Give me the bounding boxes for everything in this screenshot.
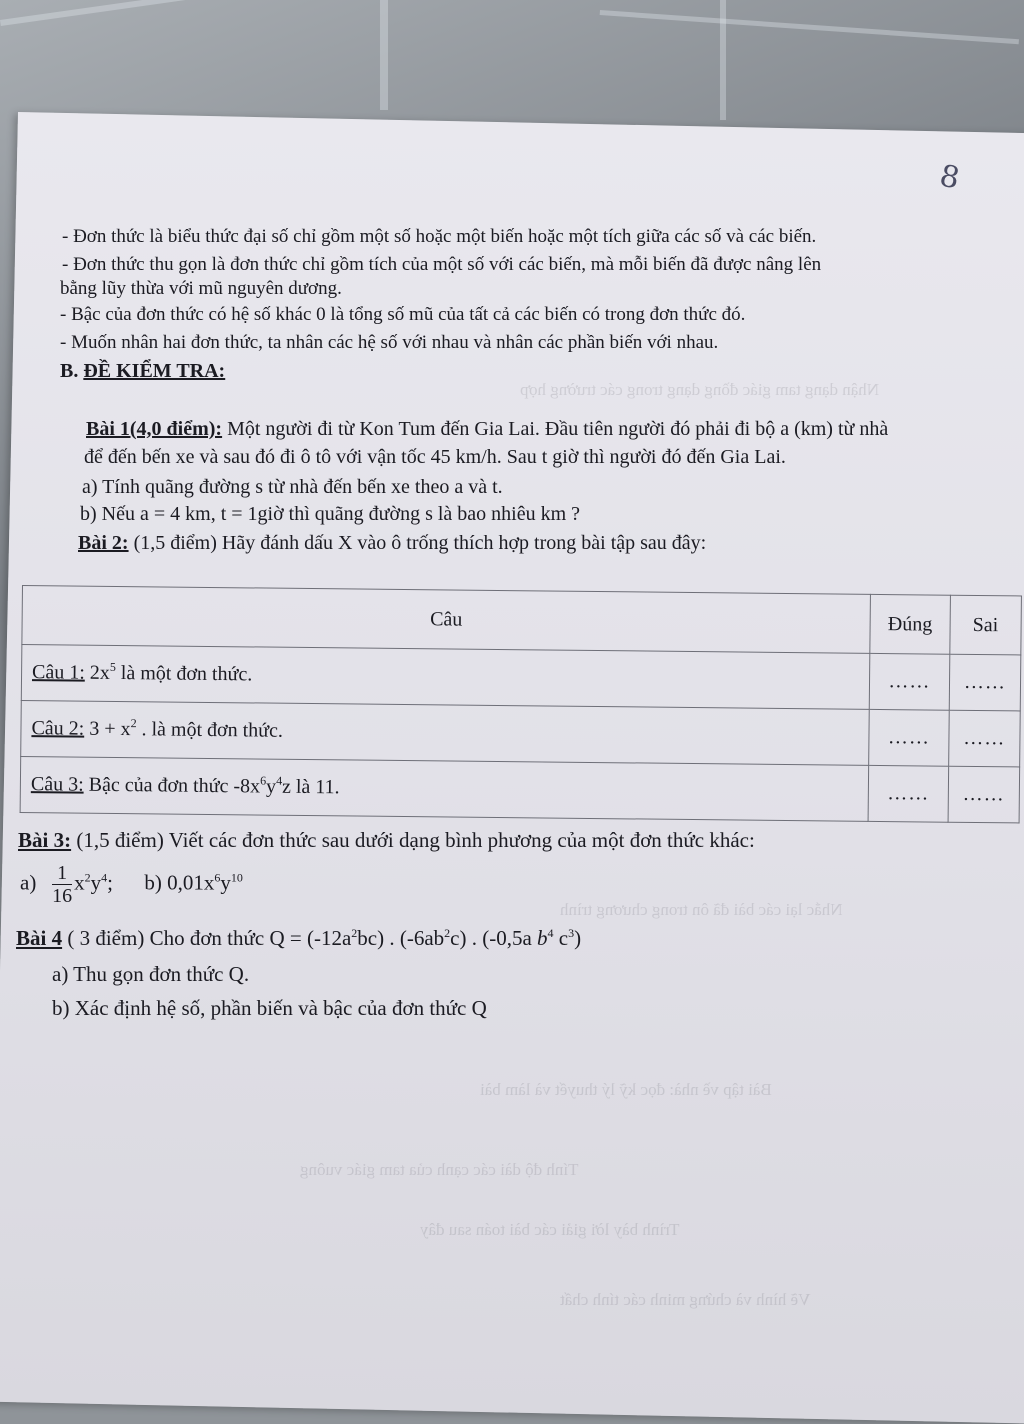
theory-line: - Đơn thức thu gọn là đơn thức chỉ gồm tích của một số với các biến, mà mỗi biến đã được nâng lên [62, 254, 822, 275]
question-cell [21, 645, 870, 710]
fraction-denominator: 16 [52, 885, 73, 907]
show-through-text: Nhắc lại các bài đã ôn trong chương trình [560, 900, 843, 919]
answer-dung-blank[interactable]: …… [869, 653, 949, 710]
header-sai: Sai [950, 595, 1022, 655]
question-exponent: 6 [260, 773, 267, 788]
exponent: 6 [214, 870, 221, 885]
bai3-a-label: a) [20, 870, 37, 895]
bai3-text: (1,5 điểm) Viết các đơn thức sau dưới dạng bình phương của một đơn thức khác: [71, 828, 755, 852]
bai4-part-b: b) Xác định hệ số, phần biến và bậc của đơn thức Q [52, 996, 487, 1020]
fraction-numerator: 1 [52, 862, 72, 885]
question-exponent: 2 [130, 716, 137, 731]
exponent: 2 [351, 926, 358, 940]
question-exponent: 4 [276, 773, 283, 788]
bai2-text: (1,5 điểm) Hãy đánh dấu X vào ô trống thích hợp trong bài tập sau đây: [128, 532, 707, 554]
true-false-table [20, 585, 1022, 823]
question-cell [20, 756, 869, 821]
bai3-label: Bài 3: [18, 828, 72, 852]
bai1-part-a: a) Tính quãng đường s từ nhà đến bến xe theo a và t. [82, 476, 503, 498]
question-label: Câu 3: [30, 773, 84, 796]
bai3-expressions [20, 862, 243, 907]
answer-sai-blank[interactable]: …… [948, 766, 1020, 823]
bai1-part-b: b) Nếu a = 4 km, t = 1giờ thì quãng đường s là bao nhiêu km ? [80, 503, 581, 525]
exponent: 4 [547, 926, 554, 940]
question-text: là một đơn thức. [115, 661, 253, 686]
question-text: 2x [84, 661, 110, 684]
theory-line: bằng lũy thừa với mũ nguyên dương. [60, 278, 342, 299]
question-exponent: 5 [109, 659, 117, 674]
fraction-one-sixteenth [52, 862, 72, 907]
bai3-b-expr: y [220, 870, 231, 895]
exponent: 2 [444, 926, 451, 940]
exponent: 3 [568, 926, 575, 940]
show-through-text: Vẽ hình và chứng minh các tính chất [560, 1290, 811, 1309]
bai3-a-expr: x [74, 870, 85, 895]
handwritten-page-number: 8 [936, 158, 963, 197]
bai4-label: Bài 4 [16, 926, 63, 950]
question-text: Bậc của đơn thức -8x [83, 773, 261, 798]
question-text: . là một đơn thức. [136, 718, 284, 742]
show-through-text: Nhận dạng tam giác đồng dạng trong các trường hợp [520, 380, 880, 399]
exponent: 2 [84, 870, 91, 885]
bai1-label: Bài 1(4,0 điểm): [86, 418, 223, 440]
theory-line: - Muốn nhân hai đơn thức, ta nhân các hệ số với nhau và nhân các phần biến với nhau. [60, 332, 719, 353]
bai4-heading [16, 926, 581, 951]
header-cau: Câu [22, 586, 871, 654]
question-cell [21, 700, 870, 765]
table-row [20, 756, 1020, 822]
bai1-text2: để đến bến xe và sau đó đi ô tô với vận tốc 45 km/h. Sau t giờ thì người đó đến Gia Lai. [84, 446, 786, 468]
answer-dung-blank[interactable]: …… [869, 709, 949, 766]
section-letter: B. [60, 360, 79, 382]
bai4-text: c [553, 926, 569, 950]
bai3-a-expr: ; [107, 870, 113, 895]
answer-sai-blank[interactable]: …… [948, 710, 1020, 767]
show-through-text: Trình bày lời giải các bài toán sau đây [420, 1220, 680, 1239]
show-through-text: Bài tập về nhà: đọc kỹ lý thuyết và làm bài [480, 1080, 772, 1099]
table-row [21, 645, 1021, 711]
bai4-text: ( 3 điểm) Cho đơn thức Q = (-12a [62, 926, 352, 950]
bai2-label: Bài 2: [78, 532, 129, 554]
question-text: y [265, 775, 277, 798]
answer-dung-blank[interactable]: …… [868, 765, 948, 822]
question-text: 3 + x [84, 717, 131, 741]
exponent: 4 [101, 870, 108, 885]
bai3-heading [18, 828, 755, 853]
exponent: 10 [230, 870, 243, 885]
table-header-row [22, 586, 1022, 655]
bai4-text: ) [574, 926, 582, 950]
question-text: z là 11. [281, 775, 340, 799]
bai3-a-expr: y [90, 870, 102, 895]
bai1-text1: Một người đi từ Kon Tum đến Gia Lai. Đầu tiên người đó phải đi bộ a (km) từ nhà [222, 418, 889, 440]
section-heading [60, 360, 225, 383]
theory-line: - Bậc của đơn thức có hệ số khác 0 là tổng số mũ của tất cả các biến có trong đơn thức đó. [60, 304, 746, 325]
show-through-text: Tính độ dài các cạnh của tam giác vuông [300, 1160, 579, 1179]
question-label: Câu 2: [31, 717, 85, 740]
bai4-variable-b: b [537, 926, 548, 950]
section-title: ĐỀ KIỂM TRA: [83, 360, 226, 382]
answer-sai-blank[interactable]: …… [949, 654, 1021, 711]
bai4-text: bc) . (-6ab [357, 926, 445, 950]
table-row [21, 700, 1021, 766]
bai2-heading [78, 532, 706, 555]
theory-line: - Đơn thức là biểu thức đại số chỉ gồm một số hoặc một biến hoặc một tích giữa các số và các biến. [62, 226, 817, 247]
bai3-b-expr: 0,01x [167, 870, 215, 895]
question-label: Câu 1: [31, 661, 85, 684]
bai3-b-label: b) [144, 870, 162, 895]
header-dung: Đúng [870, 594, 950, 654]
bai4-part-a: a) Thu gọn đơn thức Q. [52, 962, 250, 986]
bai4-text: c) . (-0,5a [450, 926, 538, 950]
bai1-line1 [86, 418, 888, 441]
